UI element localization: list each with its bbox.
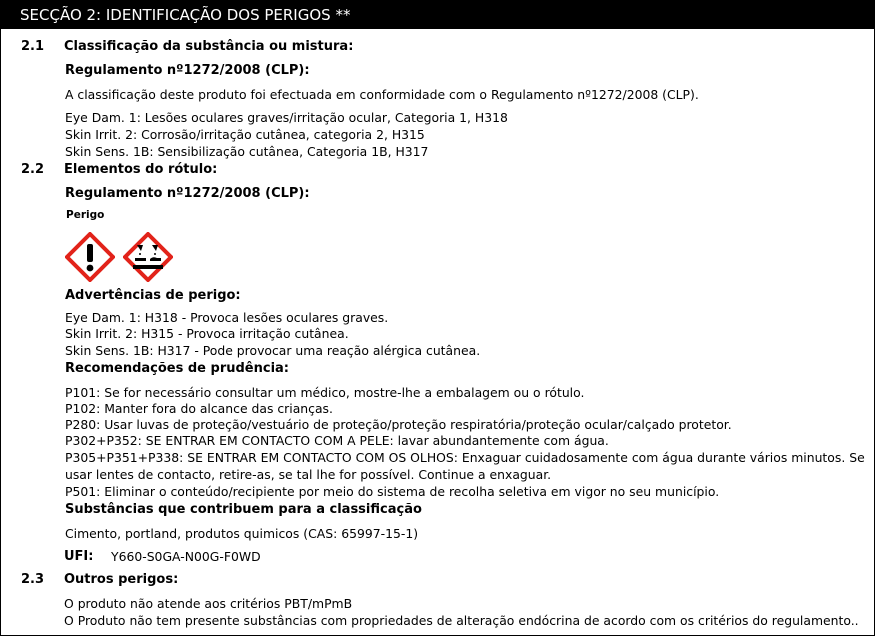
classification-text: A classificação deste produto foi efectuada em conformidade com o Regulamento nº1272/2008 (CLP). [65, 87, 699, 102]
signal-word: Perigo [66, 209, 105, 221]
regulation-heading: Regulamento nº1272/2008 (CLP): [65, 186, 310, 201]
other-hazard-line: O Produto não tem presente substâncias com propriedades de alteração endócrina de acordo com os critérios do regulamento.. [64, 613, 859, 628]
hazard-line: Eye Dam. 1: H318 - Provoca lesões oculares graves. [65, 310, 389, 325]
precaution-line: P101: Se for necessário consultar um médico, mostre-lhe a embalagem ou o rótulo. [65, 385, 585, 400]
classification-line: Skin Sens. 1B: Sensibilização cutânea, Categoria 1B, H317 [65, 144, 429, 159]
section-title-2-1: Classificação da substância ou mistura: [64, 39, 354, 54]
section-title-2-3: Outros perigos: [64, 572, 179, 587]
classification-line: Eye Dam. 1: Lesões oculares graves/irritação ocular, Categoria 1, H318 [65, 110, 508, 125]
precaution-line: P501: Eliminar o conteúdo/recipiente por meio do sistema de recolha seletiva em vigor no seu município. [65, 484, 720, 499]
precaution-line: P280: Usar luvas de proteção/vestuário de proteção/proteção respiratória/proteção ocular/calçado protetor. [65, 417, 732, 432]
exclamation-mark-icon [65, 232, 115, 282]
contributing-substances-title: Substâncias que contribuem para a classificação [65, 502, 422, 517]
classification-line: Skin Irrit. 2: Corrosão/irritação cutânea, categoria 2, H315 [65, 127, 425, 142]
section-number-2-1: 2.1 [21, 39, 45, 54]
corrosion-icon [123, 232, 173, 282]
precaution-line: P102: Manter fora do alcance das crianças. [65, 401, 333, 416]
precautionary-statements-title: Recomendações de prudência: [65, 361, 290, 376]
contributing-substance: Cimento, portland, produtos quimicos (CAS: 65997-15-1) [65, 526, 419, 541]
section-number-2-3: 2.3 [21, 572, 45, 587]
other-hazard-line: O produto não atende aos critérios PBT/mPmB [64, 596, 353, 611]
ufi-value: Y660-S0GA-N00G-F0WD [111, 549, 261, 564]
hazard-statements-title: Advertências de perigo: [65, 288, 241, 303]
precaution-line: P305+P351+P338: SE ENTRAR EM CONTACTO COM OS OLHOS: Enxaguar cuidadosamente com água durante vários minutos. Se usar lentes de contacto, retire-as, se tal lhe for possível. Continue a enxaguar. [65, 450, 865, 482]
hazard-line: Skin Sens. 1B: H317 - Pode provocar uma reação alérgica cutânea. [65, 343, 481, 358]
regulation-heading: Regulamento nº1272/2008 (CLP): [65, 63, 310, 78]
section-header: SECÇÃO 2: IDENTIFICAÇÃO DOS PERIGOS ** [1, 1, 874, 29]
hazard-line: Skin Irrit. 2: H315 - Provoca irritação cutânea. [65, 326, 349, 341]
ufi-label: UFI: [64, 549, 94, 564]
section-number-2-2: 2.2 [21, 162, 45, 177]
precaution-line: P302+P352: SE ENTRAR EM CONTACTO COM A PELE: lavar abundantemente com água. [65, 433, 609, 448]
section-title-2-2: Elementos do rótulo: [64, 162, 218, 177]
